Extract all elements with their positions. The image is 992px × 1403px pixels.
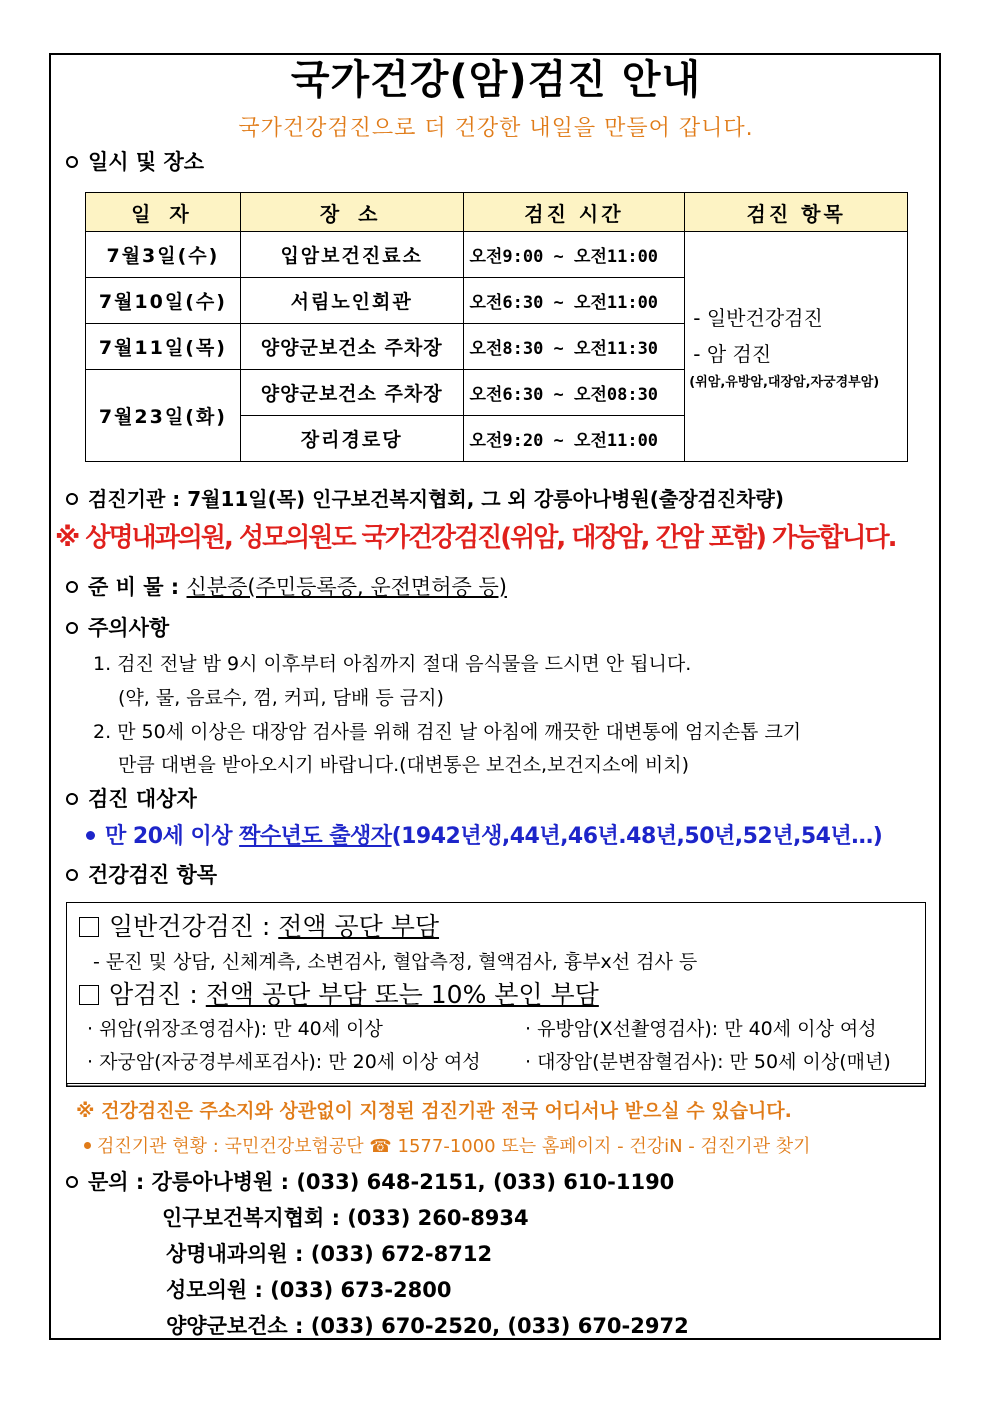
cancer-label: 암검진 :: [109, 980, 198, 1009]
contact-line-3: 상명내과의원 : (033) 672-8712: [166, 1242, 493, 1266]
schedule-heading-text: 일시 및 장소: [88, 150, 205, 174]
footer-info: [84, 1134, 811, 1160]
target-line: [86, 822, 882, 852]
row-place: 장리경로당: [240, 416, 463, 462]
checkup-items-heading: [66, 861, 217, 889]
circle-bullet-icon: [66, 156, 78, 168]
circle-bullet-icon: [66, 493, 78, 505]
dot-bullet-icon: [86, 831, 95, 840]
item-general: - 일반건강검진: [693, 305, 823, 330]
institution-text: 검진기관 : 7월11일(목) 인구보건복지협회, 그 외 강릉아나병원(출장검진차량): [88, 487, 784, 511]
row-place: 양양군보건소 주차장: [240, 370, 463, 416]
dot-bullet-icon: [84, 1142, 91, 1149]
notice-line: ※ 상명내과의원, 성모의원도 국가건강검진(위암, 대장암, 간암 포함) 가능합니다.: [55, 523, 896, 553]
page-title: 국가건강(암)검진 안내: [290, 57, 702, 103]
institution-line: [66, 485, 784, 513]
contact-line-5: 양양군보건소 : (033) 670-2520, (033) 670-2972: [166, 1314, 689, 1338]
table-row: [86, 232, 908, 278]
circle-bullet-icon: [66, 1176, 78, 1188]
cancer-detail-colorectal: · 대장암(분변잠혈검사): 만 50세 이상(매년): [525, 1051, 891, 1073]
cautions-heading: [66, 614, 169, 642]
header-date: 일 자: [86, 193, 241, 232]
header-place: 장 소: [240, 193, 463, 232]
caution-line-2: (약, 물, 음료수, 껌, 커피, 담배 등 금지): [118, 687, 444, 709]
header-items: 검진 항목: [685, 193, 908, 232]
cautions-heading-text: 주의사항: [88, 616, 170, 640]
contact-line-2: 인구보건복지협회 : (033) 260-8934: [162, 1206, 529, 1230]
row-place: 양양군보건소 주차장: [240, 324, 463, 370]
contact-line-4: 성모의원 : (033) 673-2800: [166, 1278, 452, 1302]
caution-line-3: 2. 만 50세 이상은 대장암 검사를 위해 검진 날 아침에 깨끗한 대변통에 엄지손톱 크기: [93, 721, 802, 743]
contact-label: 문의 :: [88, 1170, 145, 1194]
contact-entry: 강릉아나병원 : (033) 648-2151, (033) 610-1190: [151, 1170, 675, 1194]
target-underlined: 짝수년도 출생자: [239, 824, 392, 849]
caution-line-1: 1. 검진 전날 밤 9시 이후부터 아침까지 절대 음식물을 드시면 안 됩니다.: [93, 653, 692, 675]
row-time: 오전6:30 ~ 오전11:00: [463, 278, 685, 324]
item-cancer-types: (위암,유방암,대장암,자궁경부암): [689, 374, 880, 390]
circle-bullet-icon: [66, 581, 78, 593]
row-date: 7월23일(화): [86, 370, 241, 462]
cancer-detail-stomach: · 위암(위장조영검사): 만 40세 이상: [87, 1018, 383, 1040]
row-time: 오전8:30 ~ 오전11:30: [463, 324, 685, 370]
checkup-items-box: [66, 902, 926, 1084]
circle-bullet-icon: [66, 869, 78, 881]
target-prefix: 만 20세 이상: [105, 824, 232, 849]
row-time: 오전6:30 ~ 오전08:30: [463, 370, 685, 416]
footer-notice: ※ 건강검진은 주소지와 상관없이 지정된 검진기관 전국 어디서나 받으실 수 있습니다.: [76, 1100, 792, 1122]
prep-value: 신분증(주민등록증, 운전면허증 등): [186, 575, 507, 599]
circle-bullet-icon: [66, 793, 78, 805]
schedule-heading: [66, 148, 204, 176]
row-time: 오전9:20 ~ 오전11:00: [463, 416, 685, 462]
target-heading: [66, 785, 197, 813]
schedule-table: [85, 192, 908, 462]
header-time: 검진 시간: [463, 193, 685, 232]
row-date: 7월10일(수): [86, 278, 241, 324]
row-time: 오전9:00 ~ 오전11:00: [463, 232, 685, 278]
target-suffix: (1942년생,44년,46년.48년,50년,52년,54년…): [391, 824, 883, 849]
circle-bullet-icon: [66, 622, 78, 634]
checkbox-icon: [79, 917, 99, 937]
row-place: 서림노인회관: [240, 278, 463, 324]
table-header-row: [86, 193, 908, 232]
prep-line: [66, 573, 507, 601]
cancer-detail-cervical: · 자궁암(자궁경부세포검사): 만 20세 이상 여성: [87, 1051, 481, 1073]
general-value: 전액 공단 부담: [278, 912, 440, 941]
cancer-value: 전액 공단 부담 또는 10% 본인 부담: [205, 980, 599, 1009]
general-detail: - 문진 및 상담, 신체계측, 소변검사, 혈압측정, 혈액검사, 흉부x선 검사 등: [93, 951, 698, 973]
target-heading-text: 검진 대상자: [88, 787, 197, 811]
checkup-items-heading-text: 건강검진 항목: [88, 863, 218, 887]
page-subtitle: 국가건강검진으로 더 건강한 내일을 만들어 갑니다.: [238, 116, 754, 141]
row-place: 입암보건진료소: [240, 232, 463, 278]
cancer-detail-breast: · 유방암(X선촬영검사): 만 40세 이상 여성: [525, 1018, 877, 1040]
footer-info-text: 검진기관 현황 : 국민건강보험공단 ☎ 1577-1000 또는 홈페이지 - 건강iN - 검진기관 찾기: [97, 1136, 811, 1157]
cancer-checkup-heading: [79, 979, 599, 1011]
general-checkup-heading: [79, 911, 439, 943]
caution-line-4: 만큼 대변을 받아오시기 바랍니다.(대변통은 보건소,보건지소에 비치): [118, 754, 690, 776]
checkbox-icon: [79, 985, 99, 1005]
row-date: 7월11일(목): [86, 324, 241, 370]
item-cancer: - 암 검진: [693, 341, 772, 366]
contact-line-1: [66, 1168, 674, 1196]
prep-label: 준 비 물 :: [88, 575, 180, 599]
row-date: 7월3일(수): [86, 232, 241, 278]
checkup-items-cell: [685, 232, 908, 462]
general-label: 일반건강검진 :: [109, 912, 271, 941]
